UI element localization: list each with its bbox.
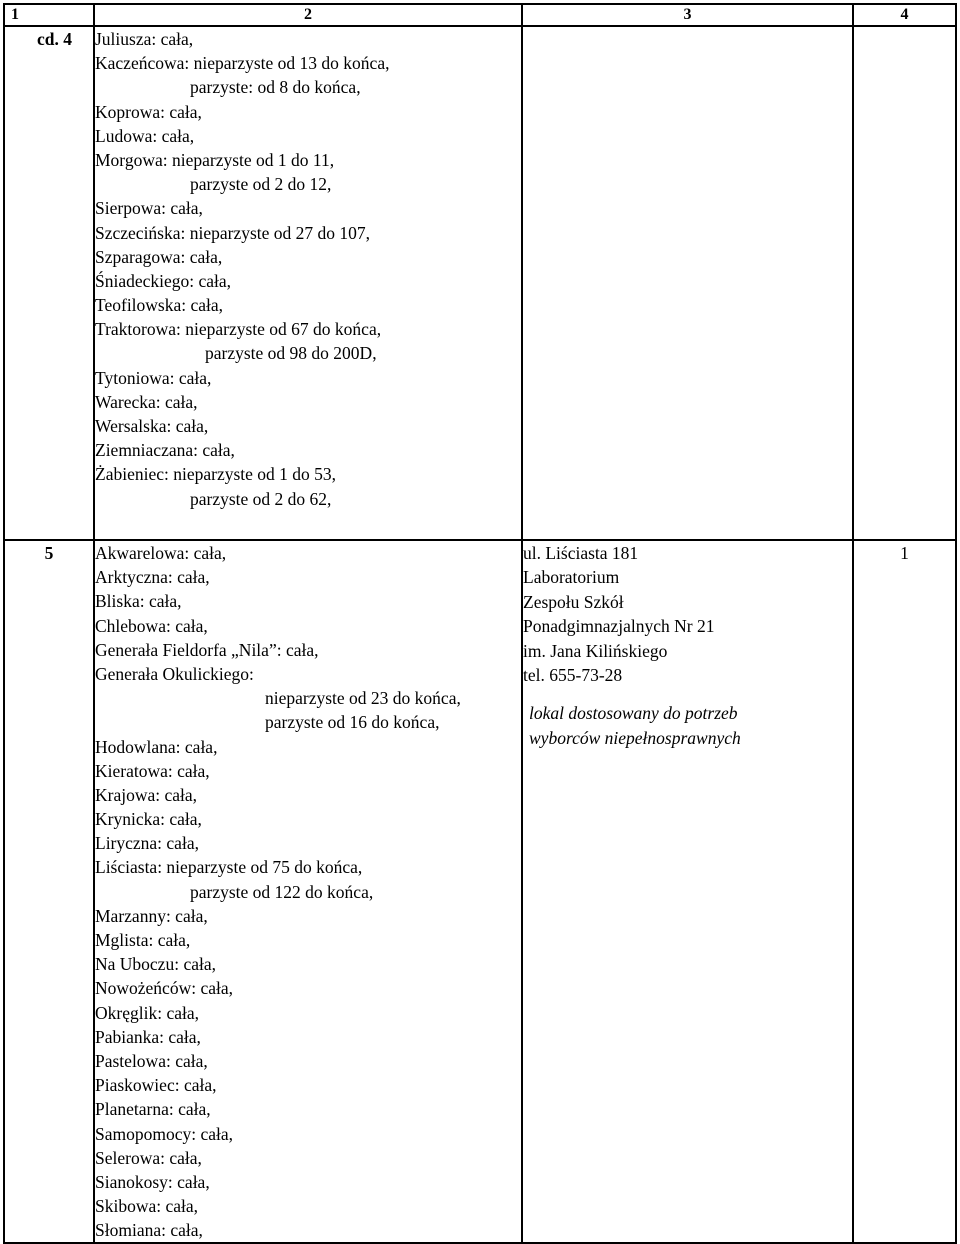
street-entry: Kieratowa: cała, (95, 760, 210, 781)
header-col-3: 3 (522, 4, 853, 26)
table-row (4, 26, 956, 540)
table-row (4, 540, 956, 1243)
street-entry: Teofilowska: cała, (95, 295, 224, 316)
accessibility-note: wyborców niepełnosprawnych (529, 727, 741, 748)
polling-place (522, 540, 853, 1243)
polling-place-line: im. Jana Kilińskiego (523, 640, 668, 661)
street-entry: Szparagowa: cała, (95, 246, 223, 267)
header-col-2: 2 (94, 4, 522, 26)
commission-count (853, 26, 956, 540)
street-entry: Żabieniec: nieparzyste od 1 do 53, (95, 464, 337, 485)
polling-place-line: Laboratorium (523, 567, 620, 588)
street-list (94, 26, 522, 540)
street-entry: Słomiana: cała, (95, 1220, 203, 1241)
street-entry: Selerowa: cała, (95, 1147, 202, 1168)
street-entry: Okręglik: cała, (95, 1002, 199, 1023)
street-entry: Sianokosy: cała, (95, 1171, 210, 1192)
street-entry: nieparzyste od 23 do końca, (265, 688, 461, 709)
polling-place-line: ul. Liściasta 181 (523, 543, 639, 563)
polling-place-line: Ponadgimnazjalnych Nr 21 (523, 616, 715, 637)
street-entry: Generała Fieldorfa „Nila”: cała, (95, 639, 319, 660)
street-entry: Morgowa: nieparzyste od 1 do 11, (95, 149, 335, 170)
district-table (3, 3, 957, 1244)
street-entry: Kaczeńcowa: nieparzyste od 13 do końca, (95, 53, 390, 74)
street-entry: Pastelowa: cała, (95, 1050, 208, 1071)
street-entry: Generała Okulickiego: (95, 663, 254, 684)
street-entry: parzyste od 98 do 200D, (205, 343, 377, 364)
street-entry: Koprowa: cała, (95, 101, 202, 122)
street-entry: Sierpowa: cała, (95, 198, 203, 219)
street-entry: Pabianka: cała, (95, 1026, 201, 1047)
street-entry: Na Uboczu: cała, (95, 954, 216, 975)
polling-place-line: tel. 655-73-28 (523, 664, 623, 685)
street-entry: Piaskowiec: cała, (95, 1075, 217, 1096)
street-entry: Krynicka: cała, (95, 809, 202, 830)
street-entry: parzyste od 16 do końca, (265, 712, 440, 733)
header-col-1: 1 (4, 4, 94, 26)
street-entry: Juliusza: cała, (95, 29, 194, 49)
street-entry: Traktorowa: nieparzyste od 67 do końca, (95, 319, 382, 340)
street-entry: Planetarna: cała, (95, 1099, 211, 1120)
street-entry: Mglista: cała, (95, 930, 191, 950)
street-entry: Samopomocy: cała, (95, 1123, 234, 1144)
street-entry: parzyste od 2 do 62, (190, 488, 332, 509)
district-number: 5 (4, 540, 94, 1243)
district-number: cd. 4 (4, 26, 94, 540)
commission-count: 1 (853, 540, 956, 1243)
street-entry: Hodowlana: cała, (95, 736, 218, 757)
street-entry: Liryczna: cała, (95, 833, 199, 854)
street-entry: Śniadeckiego: cała, (95, 270, 232, 291)
street-entry: parzyste: od 8 do końca, (190, 77, 361, 98)
street-entry: Nowożeńców: cała, (95, 978, 233, 999)
street-entry: parzyste od 2 do 12, (190, 174, 332, 195)
header-col-4: 4 (853, 4, 956, 26)
street-entry: Bliska: cała, (95, 591, 182, 612)
street-entry: Arktyczna: cała, (95, 567, 210, 588)
street-entry: Warecka: cała, (95, 391, 198, 412)
street-entry: Wersalska: cała, (95, 416, 209, 436)
street-entry: Ziemniaczana: cała, (95, 440, 235, 461)
street-entry: Marzanny: cała, (95, 905, 208, 926)
header-row (4, 4, 956, 26)
polling-place-line: Zespołu Szkół (523, 591, 624, 612)
street-entry: Krajowa: cała, (95, 784, 198, 805)
street-entry: Chlebowa: cała, (95, 615, 208, 636)
street-entry: Skibowa: cała, (95, 1196, 199, 1217)
street-entry: Akwarelowa: cała, (95, 543, 227, 563)
street-entry: Liściasta: nieparzyste od 75 do końca, (95, 857, 363, 878)
street-entry: Ludowa: cała, (95, 125, 195, 146)
polling-place (522, 26, 853, 540)
accessibility-note: lokal dostosowany do potrzeb (529, 703, 738, 724)
street-list (94, 540, 522, 1243)
street-entry: Szczecińska: nieparzyste od 27 do 107, (95, 222, 371, 243)
street-entry: Tytoniowa: cała, (95, 367, 212, 388)
street-entry: parzyste od 122 do końca, (190, 881, 374, 902)
